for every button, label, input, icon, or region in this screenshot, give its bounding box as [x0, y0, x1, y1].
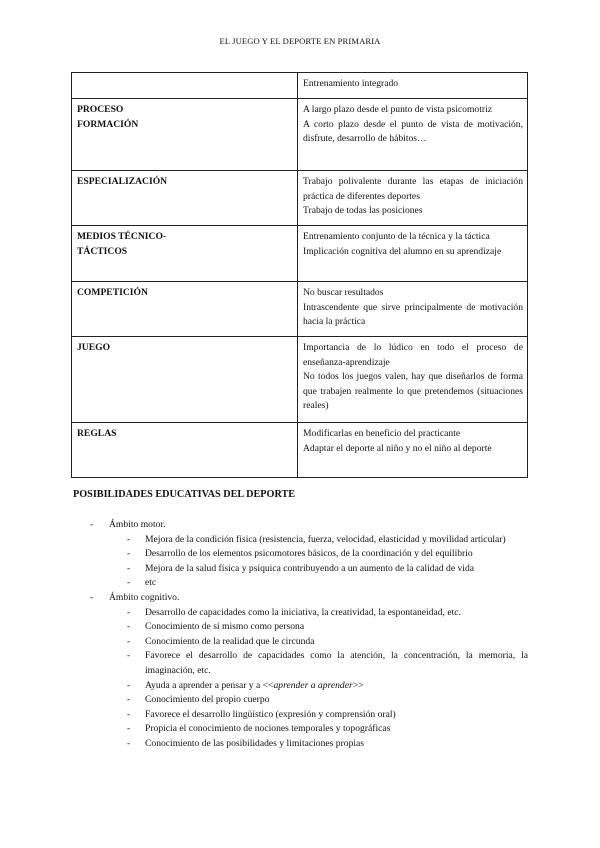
table-row: [72, 282, 528, 337]
row-description: Trabajo polivalente durante las etapas de iniciación práctica de diferentes deportes Trabajo de todas las posiciones: [298, 171, 528, 226]
table-header-empty-cell: [72, 73, 298, 99]
section-title: POSIBILIDADES EDUCATIVAS DEL DEPORTE: [73, 489, 296, 500]
row-label: PROCESO FORMACIÓN: [72, 99, 298, 171]
list-item: - Mejora de la salud física y psíquica contribuyendo a un aumento de la calidad de vida: [127, 562, 475, 574]
list-item: - Desarrollo de capacidades como la iniciativa, la creatividad, la espontaneidad, etc.: [127, 606, 461, 618]
list-item: - Favorece el desarrollo de capacidades como la atención, la concentración, la memoria, la imaginación, etc.: [127, 650, 528, 676]
possibilities-list: [0, 518, 600, 752]
list-item: - Conocimiento del propio cuerpo: [127, 694, 270, 706]
table-row: [72, 337, 528, 423]
table-row: [72, 226, 528, 282]
page-header: EL JUEGO Y EL DEPORTE EN PRIMARIA: [219, 36, 381, 46]
list-item: - Mejora de la condición física (resistencia, fuerza, velocidad, elasticidad y movilidad articular): [127, 533, 506, 545]
row-label: MEDIOS TÉCNICO- TÁCTICOS: [72, 226, 298, 282]
list-item: - Conocimiento de sí mismo como persona: [127, 621, 305, 633]
row-description: A largo plazo desde el punto de vista psicomotriz A corto plazo desde el punto de vista de motivación, disfrute, desarrollo de hábitos…: [298, 99, 528, 171]
row-description: Modificarlas en beneficio del practicante Adaptar el deporte al niño y no el niño al deporte: [298, 423, 528, 478]
list-item: - Conocimiento de las posibilidades y limitaciones propias: [127, 737, 365, 749]
table-row: [72, 171, 528, 226]
row-description: No buscar resultados Intrascendente que sirve principalmente de motivación hacia la práctica: [298, 282, 528, 337]
row-label: REGLAS: [72, 423, 298, 478]
list-item: - Propicia el conocimiento de nociones temporales y topográficas: [127, 723, 391, 735]
row-label: JUEGO: [72, 337, 298, 423]
table-header-cell: Entrenamiento integrado: [298, 73, 528, 99]
table-header-row: [72, 73, 528, 99]
list-group-title: - Ámbito cognitivo.: [90, 591, 180, 603]
list-item: - Desarrollo de los elementos psicomotores básicos, de la coordinación y del equilibrio: [127, 548, 473, 560]
row-label: COMPETICIÓN: [72, 282, 298, 337]
list-group-title: - Ámbito motor.: [90, 519, 166, 530]
list-item: - Conocimiento de la realidad que le circunda: [127, 635, 315, 647]
table-row: [72, 423, 528, 478]
row-label: ESPECIALIZACIÓN: [72, 171, 298, 226]
list-item: - Favorece el desarrollo lingüístico (expresión y comprensión oral): [127, 708, 396, 720]
comparison-table: [71, 72, 528, 478]
list-item: - Ayuda a aprender a pensar y a <<aprender a aprender>>: [127, 679, 364, 691]
table-row: [72, 99, 528, 171]
row-description: Entrenamiento conjunto de la técnica y la táctica Implicación cognitiva del alumno en su aprendizaje: [298, 226, 528, 282]
list-item: - etc: [127, 577, 157, 589]
row-description: Importancia de lo lúdico en todo el proceso de enseñanza-aprendizaje No todos los juegos valen, hay que diseñarlos de forma que trabajen realmente lo que pretendemos (situaciones reales): [298, 337, 528, 423]
